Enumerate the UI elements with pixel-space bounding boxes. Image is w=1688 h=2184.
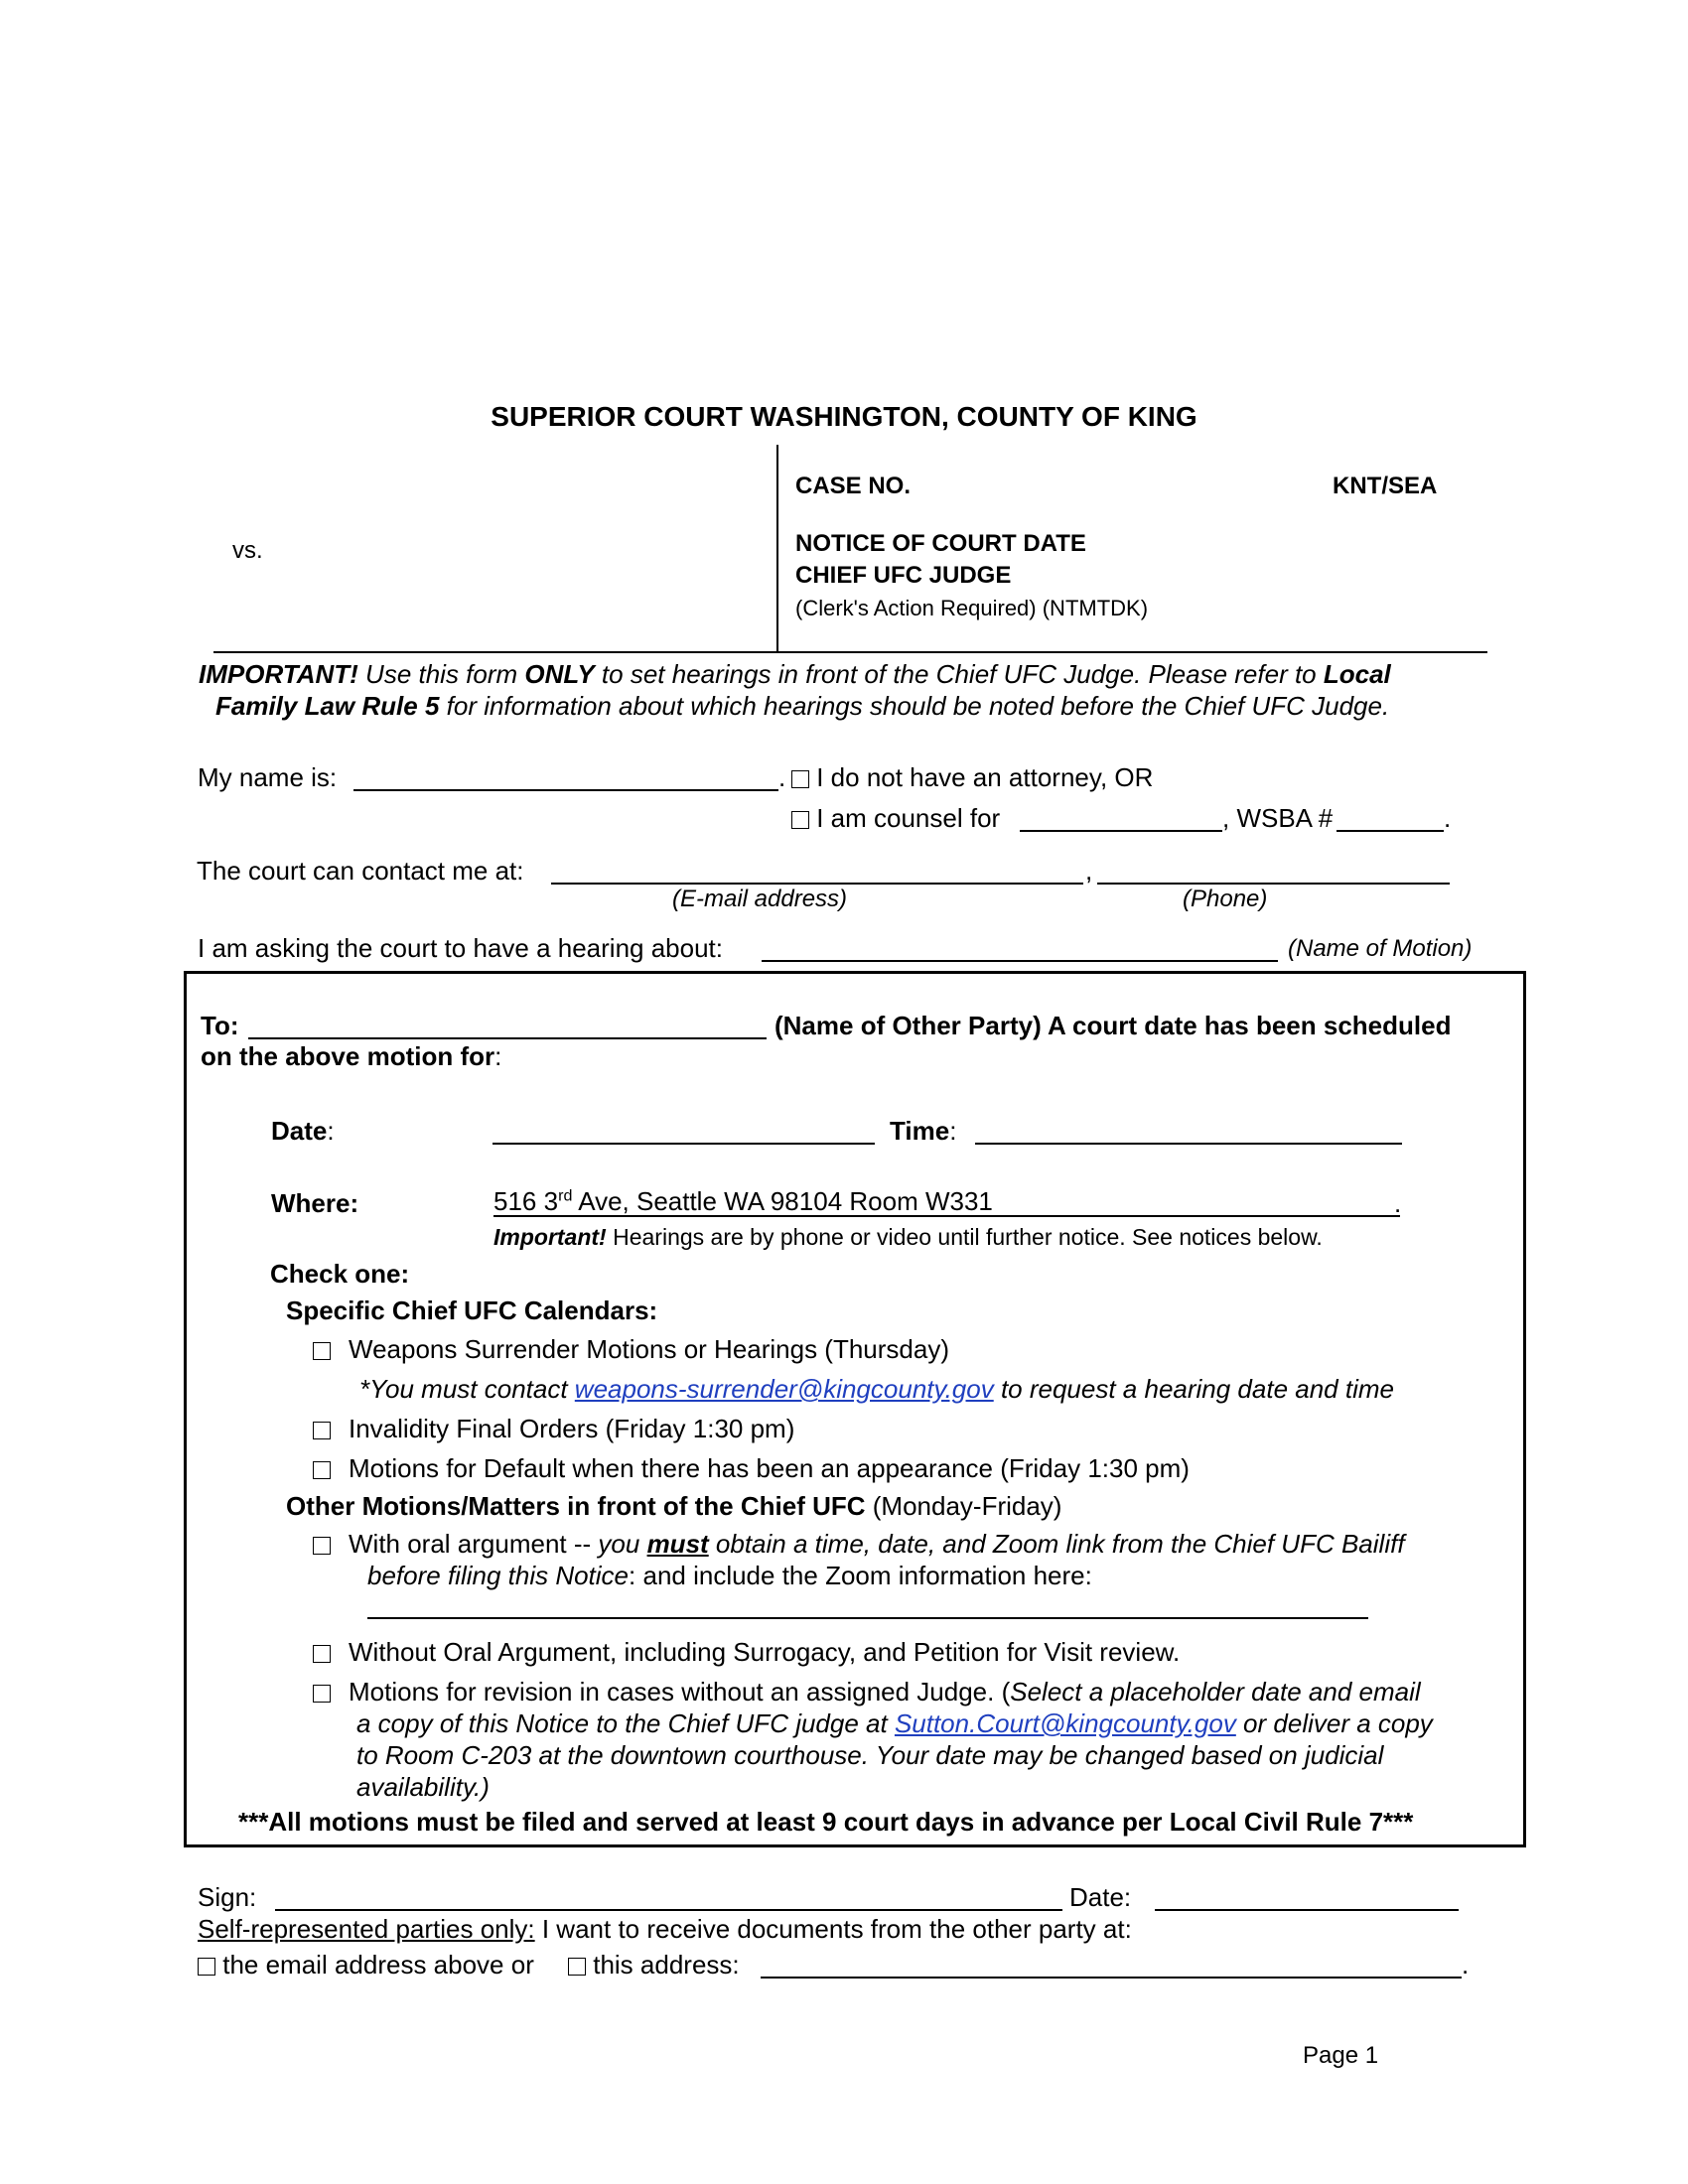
email-option-label: the email address above or <box>215 1950 534 1979</box>
sign-date-field[interactable] <box>1155 1909 1459 1911</box>
important-rule-part2: Family Law Rule 5 <box>215 691 440 721</box>
location-code: KNT/SEA <box>1333 473 1438 499</box>
name-label: My name is: <box>198 762 338 792</box>
invalidity-label: Invalidity Final Orders (Friday 1:30 pm) <box>349 1414 795 1443</box>
date-label-group <box>271 1116 335 1147</box>
important-text2: to set hearings in front of the Chief UFC Judge. Please refer to <box>594 659 1324 689</box>
self-rep-text: I want to receive documents from the other party at: <box>534 1914 1132 1944</box>
counsel-checkbox[interactable] <box>791 811 809 829</box>
without-oral-checkbox[interactable] <box>313 1645 331 1663</box>
counsel-option[interactable] <box>791 803 1000 834</box>
caption-bottom-line-left <box>213 651 777 653</box>
where-note-lead: Important! <box>493 1224 607 1250</box>
address-post: Ave, Seattle WA 98104 Room W331 <box>572 1186 993 1216</box>
weapons-note <box>359 1374 1394 1405</box>
email-caption: (E-mail address) <box>672 886 848 912</box>
hearing-time-field[interactable] <box>975 1143 1402 1145</box>
important-rule-part1: Local <box>1323 659 1391 689</box>
wsba-end: . <box>1444 803 1452 833</box>
oral-must: must <box>646 1529 709 1559</box>
caption-divider <box>776 445 778 653</box>
to-text-line2 <box>201 1041 501 1072</box>
option-invalidity[interactable] <box>313 1414 794 1444</box>
address-pre: 516 3 <box>493 1186 559 1216</box>
wsba-field[interactable] <box>1336 830 1444 832</box>
motion-name-field[interactable] <box>762 960 1278 962</box>
oral-you: you <box>598 1529 647 1559</box>
vs-label: vs. <box>232 537 263 564</box>
revision-checkbox[interactable] <box>313 1685 331 1703</box>
no-attorney-checkbox[interactable] <box>791 770 809 788</box>
date-label: Date <box>271 1116 328 1146</box>
oral-argument-checkbox[interactable] <box>313 1537 331 1555</box>
revision-pre: Motions for revision in cases without an assigned Judge. ( <box>349 1677 1011 1706</box>
time-label: Time <box>890 1116 950 1146</box>
default-label: Motions for Default when there has been an appearance (Friday 1:30 pm) <box>349 1453 1190 1483</box>
where-address <box>493 1186 993 1217</box>
time-label-group <box>890 1116 956 1147</box>
option-revision[interactable] <box>313 1677 1421 1707</box>
page-number: Page 1 <box>1303 2042 1379 2069</box>
address-option-checkbox[interactable] <box>568 1958 586 1976</box>
hearing-label: I am asking the court to have a hearing about: <box>198 933 724 963</box>
motion-caption: (Name of Motion) <box>1288 935 1473 962</box>
court-title: SUPERIOR COURT WASHINGTON, COUNTY OF KING <box>491 401 1197 432</box>
oral-line2-italic: before filing this Notice <box>367 1561 630 1590</box>
counsel-label: I am counsel for <box>809 803 1001 833</box>
important-lead: IMPORTANT! <box>199 659 358 689</box>
revision-email-link[interactable]: Sutton.Court@kingcounty.gov <box>894 1708 1236 1738</box>
oral-line2-text: : and include the Zoom information here: <box>629 1561 1092 1590</box>
other-motions-heading <box>286 1491 1061 1522</box>
default-checkbox[interactable] <box>313 1461 331 1479</box>
hearing-date-field[interactable] <box>492 1143 875 1145</box>
to-text: (Name of Other Party) A court date has been scheduled <box>774 1011 1452 1040</box>
counsel-for-field[interactable] <box>1020 830 1222 832</box>
weapons-checkbox[interactable] <box>313 1342 331 1360</box>
where-label: Where: <box>271 1188 359 1218</box>
where-note <box>493 1224 1323 1251</box>
signature-field[interactable] <box>275 1909 1062 1911</box>
case-no-label: CASE NO. <box>795 473 912 499</box>
phone-field[interactable] <box>1097 883 1450 885</box>
option-oral-argument[interactable] <box>313 1529 1405 1560</box>
option-weapons[interactable] <box>313 1334 949 1365</box>
option-default[interactable] <box>313 1453 1190 1484</box>
filing-rule-footer: ***All motions must be filed and served at least 9 court days in advance per Local Civil Rule 7*** <box>238 1807 1414 1837</box>
important-text1: Use this form <box>357 659 525 689</box>
oral-post: obtain a time, date, and Zoom link from the Chief UFC Bailiff <box>708 1529 1405 1559</box>
weapons-label: Weapons Surrender Motions or Hearings (Thursday) <box>349 1334 950 1364</box>
contact-sep: , <box>1085 856 1093 886</box>
to-text2-end: : <box>494 1041 502 1071</box>
revision-i2-post: or deliver a copy <box>1235 1708 1433 1738</box>
email-option-checkbox[interactable] <box>198 1958 215 1976</box>
no-attorney-option[interactable] <box>791 762 1153 793</box>
weapons-email-link[interactable]: weapons-surrender@kingcounty.gov <box>574 1374 994 1404</box>
name-field[interactable] <box>353 789 778 791</box>
revision-line2 <box>356 1708 1433 1739</box>
date-colon: : <box>327 1116 335 1146</box>
important-notice-line2 <box>215 691 1389 722</box>
time-colon: : <box>949 1116 957 1146</box>
sign-date-label: Date: <box>1069 1882 1132 1912</box>
contact-label: The court can contact me at: <box>197 856 524 886</box>
weapons-note-pre: *You must contact <box>359 1374 575 1404</box>
address-option-label: this address: <box>586 1950 740 1979</box>
mailing-address-end: . <box>1462 1950 1470 1979</box>
self-rep-line <box>198 1914 1132 1945</box>
revision-line4: availability.) <box>356 1772 490 1802</box>
no-attorney-label: I do not have an attorney, OR <box>809 762 1154 792</box>
without-oral-label: Without Oral Argument, including Surrogacy, and Petition for Visit review. <box>349 1637 1181 1667</box>
email-field[interactable] <box>551 883 1083 885</box>
sign-label: Sign: <box>198 1882 257 1912</box>
weapons-note-post: to request a hearing date and time <box>993 1374 1394 1404</box>
where-underline <box>493 1215 1400 1217</box>
form-title-line2: CHIEF UFC JUDGE <box>795 562 1012 589</box>
revision-i1: Select a placeholder date and email <box>1010 1677 1421 1706</box>
zoom-info-field[interactable] <box>367 1617 1368 1619</box>
name-end: . <box>778 762 786 792</box>
form-title-line1: NOTICE OF COURT DATE <box>795 530 1086 557</box>
email-option[interactable] <box>198 1950 534 1980</box>
where-note-text: Hearings are by phone or video until further notice. See notices below. <box>606 1224 1323 1250</box>
to-label: To: <box>201 1011 239 1040</box>
revision-i2-pre: a copy of this Notice to the Chief UFC judge at <box>356 1708 895 1738</box>
important-notice-line1 <box>199 659 1391 690</box>
wsba-label: , WSBA # <box>1222 803 1334 833</box>
revision-line3: to Room C-203 at the downtown courthouse. Your date may be changed based on judicial <box>356 1740 1384 1770</box>
caption-bottom-line-right <box>777 651 1487 653</box>
self-rep-label: Self-represented parties only: <box>198 1914 535 1944</box>
other-heading-days: (Monday-Friday) <box>865 1491 1062 1521</box>
phone-caption: (Phone) <box>1183 886 1268 912</box>
address-sup: rd <box>558 1186 573 1205</box>
specific-calendars-heading: Specific Chief UFC Calendars: <box>286 1296 658 1325</box>
oral-pre: With oral argument -- <box>349 1529 599 1559</box>
check-one-label: Check one: <box>270 1259 410 1289</box>
to-text2-bold: on the above motion for <box>201 1041 495 1071</box>
other-party-field[interactable] <box>248 1037 767 1039</box>
invalidity-checkbox[interactable] <box>313 1422 331 1439</box>
address-option[interactable] <box>568 1950 740 1980</box>
form-subtitle: (Clerk's Action Required) (NTMTDK) <box>795 596 1149 620</box>
important-text3: for information about which hearings should be noted before the Chief UFC Judge. <box>439 691 1390 721</box>
other-heading-bold: Other Motions/Matters in front of the Chief UFC <box>286 1491 866 1521</box>
important-only: ONLY <box>524 659 595 689</box>
option-without-oral[interactable] <box>313 1637 1180 1668</box>
mailing-address-field[interactable] <box>761 1977 1462 1979</box>
oral-argument-line2 <box>367 1561 1092 1591</box>
address-end: . <box>1394 1188 1402 1218</box>
